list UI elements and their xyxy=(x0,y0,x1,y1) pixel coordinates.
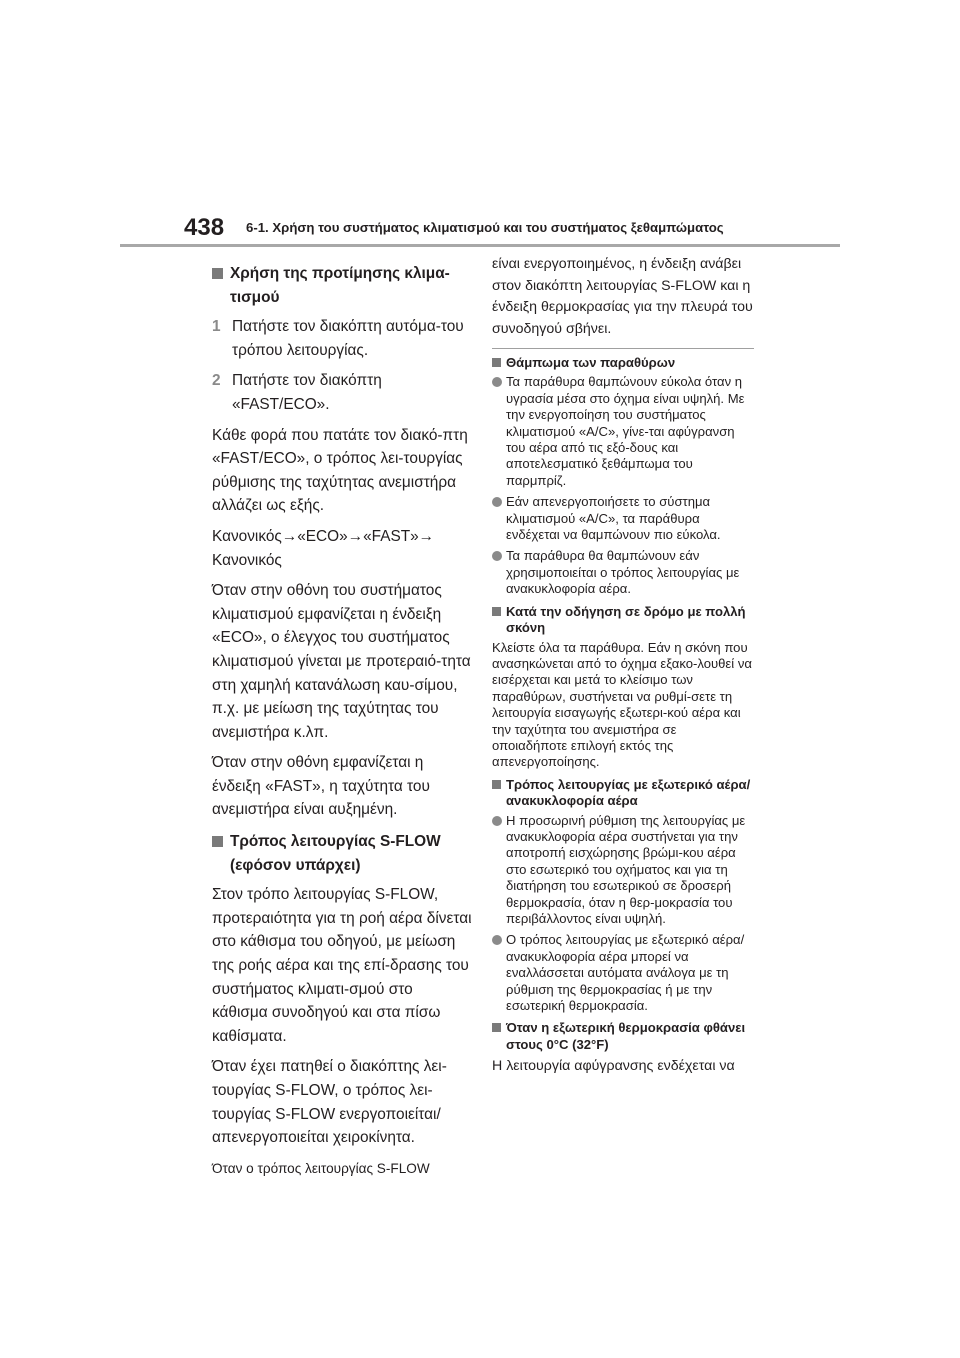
paragraph: Όταν στην οθόνη εμφανίζεται η ένδειξη «FAST», η ταχύτητα του ανεμιστήρα είναι αυξημένη. xyxy=(212,754,430,819)
circle-bullet-icon xyxy=(492,935,502,945)
paragraph: Όταν ο τρόπος λειτουργίας S-FLOW xyxy=(212,1160,430,1176)
step-item xyxy=(212,315,472,362)
section-heading: Όταν η εξωτερική θερμοκρασία φθάνει στους 0°C (32°F) xyxy=(492,1020,754,1053)
page-header xyxy=(184,212,840,246)
bullet-item: Τα παράθυρα θα θαμπώνουν εάν χρησιμοποιείται ο τρόπος λειτουργίας με ανακυκλοφορία αέρα. xyxy=(492,548,754,597)
section-heading: Τρόπος λειτουργίας με εξωτερικό αέρα/ανακυκλοφορία αέρα xyxy=(492,777,754,810)
circle-bullet-icon xyxy=(492,377,502,387)
paragraph: Όταν στην οθόνη του συστήματος κλιματισμού εμφανίζεται η ένδειξη «ECO», ο έλεγχος του συστήματος κλιματισμού γίνεται με προτεραιό-τητα στη χαμηλή κατανάλωση καυ-σίμου, π.χ. με μείωση της ταχύτητας του ανεμιστήρα κ.λπ. xyxy=(212,582,471,741)
square-bullet-icon xyxy=(212,836,223,847)
bullet-item: Τα παράθυρα θαμπώνουν εύκολα όταν η υγρασία μέσα στο όχημα είναι υψηλή. Με την ενεργοποίηση του συστήματος κλιματισμού «A/C», γίνε-ται αφύγρανση του αέρα από τις εξό-δους και αποτελεσματικό ξεθάμπωμα του παρμπρίζ. xyxy=(492,374,754,489)
bullet-item: Ο τρόπος λειτουργίας με εξωτερικό αέρα/ανακυκλοφορία αέρα μπορεί να εναλλάσσεται αυτόματα ανάλογα με τη ρύθμιση της θερμοκρασίας ή με την εσωτερική θερμοκρασία. xyxy=(492,932,754,1014)
square-bullet-icon xyxy=(492,780,501,789)
paragraph: Κάθε φορά που πατάτε τον διακό-πτη «FAST/ECO», ο τρόπος λει-τουργίας ρύθμισης της ταχύτητας ανεμιστήρα αλλάζει ως εξής. xyxy=(212,426,468,515)
paragraph: Στον τρόπο λειτουργίας S-FLOW, προτεραιότητα για τη ροή αέρα δίνεται στο κάθισμα του οδηγού, με μείωση της ροής αέρα και της επί-δρασης του συστήματος κλιματι-σμού στο κάθισμα συνοδηγού και στα πίσω καθίσματα. xyxy=(212,886,472,1045)
section-heading: Χρήση της προτίμησης κλιμα-τισμού xyxy=(212,262,472,309)
header-rule xyxy=(120,244,840,247)
step-number: 2 xyxy=(212,372,221,390)
divider xyxy=(492,348,754,349)
right-column xyxy=(492,254,754,1081)
paragraph: Κλείστε όλα τα παράθυρα. Εάν η σκόνη που ανασηκώνεται από το όχημα εξακο-λουθεί να εισέρχεται και μετά το κλείσιμο των παραθύρων, συστήνεται να ρυθμί-σετε τη λειτουργία εισαγωγής εξωτερι-κού αέρα και την ταχύτητα του ανεμιστήρα σε οποιαδήποτε επιλογή εκτός της απενεργοποίησης. xyxy=(492,639,752,770)
square-bullet-icon xyxy=(492,607,501,616)
square-bullet-icon xyxy=(492,1023,501,1032)
paragraph: Κανονικός→«ECO»→«FAST»→ Κανονικός xyxy=(212,527,435,569)
section-heading: Τρόπος λειτουργίας S-FLOW (εφόσον υπάρχει) xyxy=(212,830,472,877)
page-number: 438 xyxy=(184,214,225,241)
circle-bullet-icon xyxy=(492,497,502,507)
square-bullet-icon xyxy=(212,268,223,279)
step-text: Πατήστε τον διακόπτη αυτόμα-του τρόπου λειτουργίας. xyxy=(232,318,464,359)
left-column xyxy=(212,254,472,1187)
circle-bullet-icon xyxy=(492,816,502,826)
circle-bullet-icon xyxy=(492,551,502,561)
step-item xyxy=(212,369,472,416)
paragraph: Η λειτουργία αφύγρανσης ενδέχεται να xyxy=(492,1058,735,1075)
step-text: Πατήστε τον διακόπτη «FAST/ECO». xyxy=(232,372,382,413)
bullet-item: Εάν απενεργοποιήσετε το σύστημα κλιματισμού «A/C», τα παράθυρα ενδέχεται να θαμπώνουν πιο εύκολα. xyxy=(492,494,754,543)
section-heading: Θάμπωμα των παραθύρων xyxy=(492,355,754,371)
square-bullet-icon xyxy=(492,358,501,367)
paragraph: είναι ενεργοποιημένος, η ένδειξη ανάβει στον διακόπτη λειτουργίας S-FLOW και η ένδειξη θερμοκρασίας για την πλευρά του συνοδηγού σβήνει. xyxy=(492,256,753,337)
bullet-item: Η προσωρινή ρύθμιση της λειτουργίας με ανακυκλοφορία αέρα συστήνεται για την αποτροπή εισχώρησης βρώμι-κου αέρα στο εσωτερικό του οχήματος και για τη διατήρηση του εσωτερικού σε δροσερή θερμοκρασία, όταν η θερ-μοκρασία του περιβάλλοντος είναι υψηλή. xyxy=(492,813,754,928)
paragraph: Όταν έχει πατηθεί ο διακόπτης λει-τουργίας S-FLOW, ο τρόπος λει-τουργίας S-FLOW ενεργοποιείται/απενεργοποιείται χειροκίνητα. xyxy=(212,1058,447,1147)
step-number: 1 xyxy=(212,318,221,336)
section-heading: Κατά την οδήγηση σε δρόμο με πολλή σκόνη xyxy=(492,604,754,637)
chapter-title: 6-1. Χρήση του συστήματος κλιματισμού και του συστήματος ξεθαμπώματος xyxy=(246,220,724,235)
